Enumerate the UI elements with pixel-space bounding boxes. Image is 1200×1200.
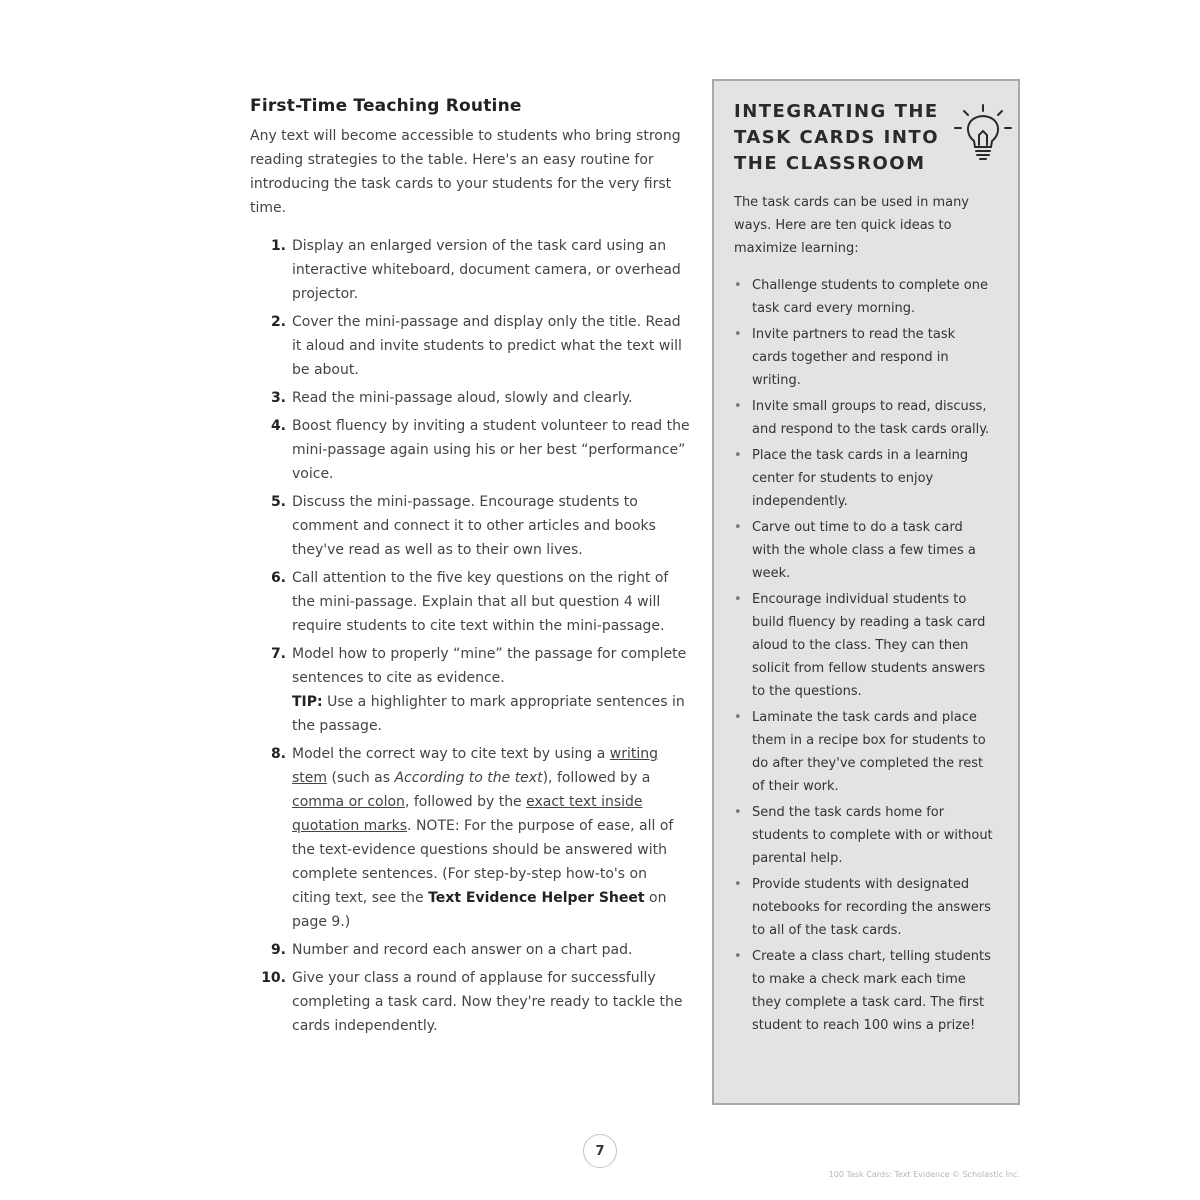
step-number: 9. [270, 942, 286, 958]
idea-text: Encourage individual students to build fluency by reading a task card aloud to the class. They can then solicit from fellow students answers to the questions. [752, 592, 986, 699]
step-item [250, 642, 690, 738]
step-number: 4. [270, 418, 286, 434]
step-number: 3. [270, 390, 286, 406]
step-item [250, 490, 690, 562]
idea-item [734, 945, 994, 1037]
idea-item [734, 873, 994, 942]
idea-item [734, 588, 994, 703]
routine-title: First-Time Teaching Routine [250, 96, 522, 116]
step-item [250, 386, 690, 410]
step-number: 2. [270, 314, 286, 330]
step-text: Read the mini-passage aloud, slowly and clearly. [292, 390, 633, 406]
step-number: 6. [270, 570, 286, 586]
step-text: Boost fluency by inviting a student volunteer to read the mini-passage again using his or her best “performance” voice. [292, 418, 690, 482]
idea-item [734, 323, 994, 392]
step-text: Discuss the mini-passage. Encourage students to comment and connect it to other articles and books they've read as well as to their own lives. [292, 494, 656, 558]
bullet: • [734, 448, 742, 463]
step-number: 8. [270, 746, 286, 762]
step-item [250, 310, 690, 382]
idea-text: Challenge students to complete one task card every morning. [752, 278, 988, 316]
underlined-term-comma-colon: comma or colon [292, 794, 405, 810]
idea-text: Create a class chart, telling students to make a check mark each time they complete a task card. The first student to reach 100 wins a prize! [752, 949, 991, 1033]
step-text: Give your class a round of applause for successfully completing a task card. Now they're ready to tackle the cards independently. [292, 970, 683, 1034]
copyright-footer: 100 Task Cards: Text Evidence © Scholastic Inc. [828, 1170, 1020, 1179]
bullet: • [734, 399, 742, 414]
text-segment: ), followed by a [542, 770, 651, 786]
idea-text: Place the task cards in a learning center for students to enjoy independently. [752, 448, 969, 509]
idea-item [734, 274, 994, 320]
bullet: • [734, 805, 742, 820]
idea-item [734, 706, 994, 798]
bullet: • [734, 592, 742, 607]
underlined-term-writing-stem: writing stem [292, 746, 659, 786]
idea-item [734, 516, 994, 585]
step-text: Number and record each answer on a chart pad. [292, 942, 633, 958]
text-segment: on page 9.) [292, 890, 667, 930]
idea-text: Carve out time to do a task card with the whole class a few times a week. [752, 520, 976, 581]
idea-item [734, 801, 994, 870]
step-text [292, 742, 690, 934]
step-number: 5. [270, 494, 286, 510]
sidebar-intro: The task cards can be used in many ways. Here are ten quick ideas to maximize learning: [734, 195, 970, 256]
teaching-routine-section [250, 96, 690, 1042]
step-text [292, 642, 690, 738]
text-segment: , followed by the [404, 794, 527, 810]
integration-sidebar [712, 79, 1020, 1105]
step-number: 10. [261, 970, 286, 986]
idea-text: Invite partners to read the task cards together and respond in writing. [752, 327, 956, 388]
idea-item [734, 444, 994, 513]
sidebar-title: INTEGRATING THE TASK CARDS INTO THE CLASSROOM [734, 101, 940, 174]
italic-example: According to the text [394, 770, 543, 786]
idea-text: Send the task cards home for students to complete with or without parental help. [752, 805, 993, 866]
step-item [250, 938, 690, 962]
step-number: 7. [270, 646, 286, 662]
idea-text: Provide students with designated notebooks for recording the answers to all of the task cards. [752, 877, 991, 938]
routine-intro: Any text will become accessible to students who bring strong reading strategies to the table. Here's an easy routine for introducing the task cards to your students for the very first time. [250, 128, 681, 216]
bullet: • [734, 278, 742, 293]
idea-item [734, 395, 994, 441]
idea-text: Invite small groups to read, discuss, and respond to the task cards orally. [752, 399, 990, 437]
bullet: • [734, 327, 742, 342]
step-item [250, 742, 690, 934]
step-text: Display an enlarged version of the task card using an interactive whiteboard, document camera, or overhead projector. [292, 238, 681, 302]
step-item [250, 566, 690, 638]
lightbulb-icon [954, 103, 1012, 165]
bullet: • [734, 877, 742, 892]
step-number: 1. [270, 238, 286, 254]
bullet: • [734, 710, 742, 725]
step-text-main: Model how to properly “mine” the passage for complete sentences to cite as evidence. [292, 646, 687, 686]
page-number: 7 [583, 1134, 617, 1168]
text-segment: . NOTE: For the purpose of ease, all of the text-evidence questions should be answered with complete sentences. (For step-by-step how-to's on citing text, see the [292, 818, 674, 906]
step-text: Cover the mini-passage and display only the title. Read it aloud and invite students to predict what the text will be about. [292, 314, 682, 378]
bullet: • [734, 949, 742, 964]
text-segment: (such as [327, 770, 395, 786]
text-segment: Model the correct way to cite text by using a [292, 746, 610, 762]
underlined-term-exact-text: exact text inside quotation marks [292, 794, 643, 834]
step-item [250, 414, 690, 486]
steps-list [250, 234, 690, 1038]
idea-text: Laminate the task cards and place them in a recipe box for students to do after they've completed the rest of their work. [752, 710, 986, 794]
tip-text: Use a highlighter to mark appropriate sentences in the passage. [292, 694, 685, 734]
tip-label: TIP: [292, 694, 323, 710]
ideas-list [734, 274, 994, 1040]
bullet: • [734, 520, 742, 535]
step-item [250, 966, 690, 1038]
step-item [250, 234, 690, 306]
helper-sheet-reference: Text Evidence Helper Sheet [428, 890, 645, 906]
step-text: Call attention to the five key questions on the right of the mini-passage. Explain that all but question 4 will require students to cite text within the mini-passage. [292, 570, 669, 634]
